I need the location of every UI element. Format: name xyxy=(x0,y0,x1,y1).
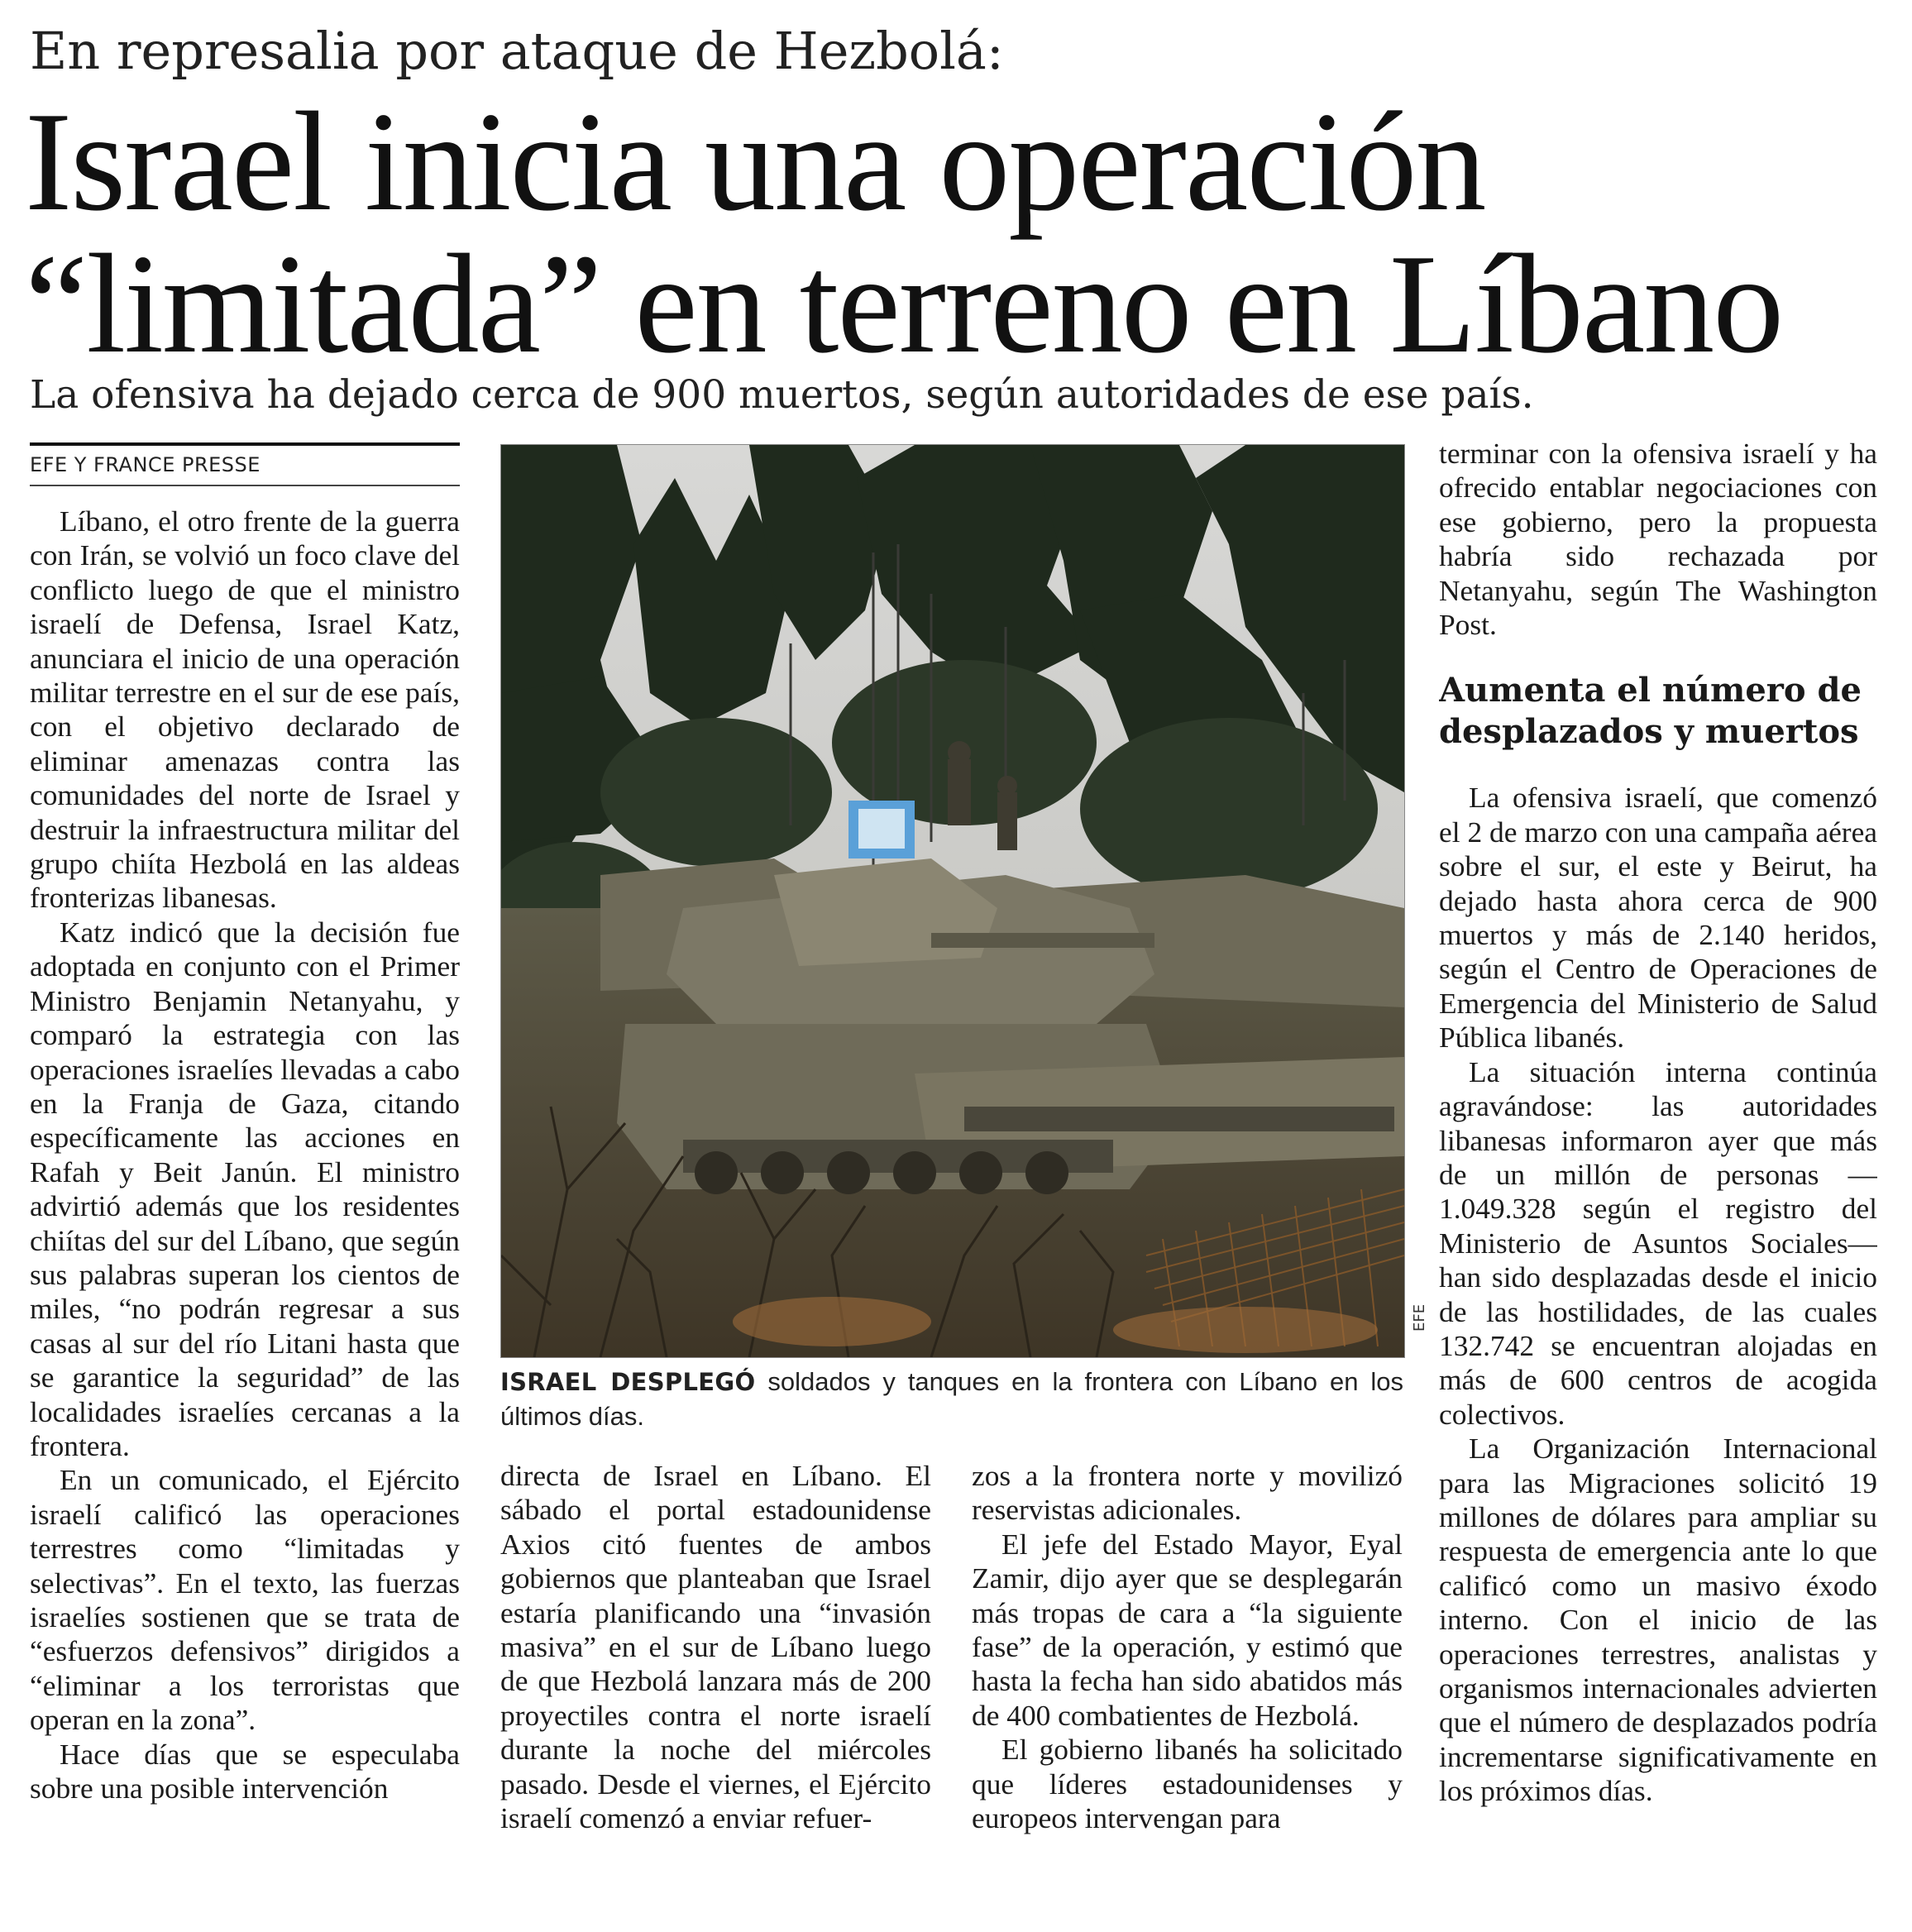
photo-caption xyxy=(500,1365,1403,1434)
byline: EFE Y FRANCE PRESSE xyxy=(30,453,261,476)
paragraph: El gobierno libanés ha solicitado que líderes estadounidenses y europeos intervengan para xyxy=(972,1733,1403,1835)
paragraph: En un comunicado, el Ejército israelí calificó las operaciones terrestres como “limitadas y selectivas”. En el texto, las fuerzas israelíes sostienen que se trata de “esfuerzos defensivos” dirigidos a “eliminar a los terroristas que operan en la zona”. xyxy=(30,1463,460,1737)
article-column-3 xyxy=(972,1459,1403,1930)
headline-line-1: Israel inicia una operación xyxy=(25,84,1485,241)
subheading: Aumenta el número de desplazados y muertos xyxy=(1439,671,1862,752)
paragraph: Katz indicó que la decisión fue adoptada en conjunto con el Primer Ministro Benjamin Netanyahu, y comparó la estrategia con las operaciones israelíes llevadas a cabo en la Franja de Gaza, citando específicamente las acciones en Rafah y Beit Janún. El ministro advirtió además que los residentes chiítas del sur del Líbano, que según sus palabras superan los cientos de miles, “no podrán regresar a sus casas al sur del río Litani hasta que se garantice la seguridad” de las localidades israelíes cercanas a la frontera. xyxy=(30,915,460,1462)
byline-rule-bottom xyxy=(30,485,460,486)
tanks-photo-illustration xyxy=(501,445,1404,1357)
headline-line-2: “limitada” en terreno en Líbano xyxy=(25,226,1783,383)
photo-credit: EFE xyxy=(1411,1303,1428,1332)
paragraph: El jefe del Estado Mayor, Eyal Zamir, dijo ayer que se desplegarán más tropas de cara a “la siguiente fase” de la operación, y estimó que hasta la fecha han sido abatidos más de 400 combatientes de Hezbolá. xyxy=(972,1527,1403,1732)
article-column-4 xyxy=(1439,437,1877,1925)
article-column-1 xyxy=(30,505,460,1927)
paragraph: La ofensiva israelí, que comenzó el 2 de marzo con una campaña aérea sobre el sur, el este y Beirut, ha dejado hasta ahora cerca de 900 muertos y más de 2.140 heridos, según el Centro de Operaciones de Emergencia del Ministerio de Salud Pública libanés. xyxy=(1439,781,1877,1054)
paragraph: La Organización Internacional para las Migraciones solicitó 19 millones de dólares para ampliar su respuesta de emergencia ante lo que calificó como un masivo éxodo interno. Con el inicio de las operaciones terrestres, analistas y organismos internacionales advierten que el número de desplazados podría incrementarse significativamente en los próximos días. xyxy=(1439,1432,1877,1808)
paragraph: terminar con la ofensiva israelí y ha ofrecido entablar negociaciones con ese gobierno, pero la propuesta habría sido rechazada por Netanyahu, según The Washington Post. xyxy=(1439,437,1877,642)
article-column-2 xyxy=(500,1459,931,1930)
caption-text: soldados y tanques en la frontera con Líbano en los últimos días. xyxy=(500,1367,1404,1431)
paragraph: directa de Israel en Líbano. El sábado el portal estadounidense Axios citó fuentes de ambos gobiernos que planteaban que Israel estaría planificando una “invasión masiva” en el sur de Líbano luego de que Hezbolá lanzara más de 200 proyectiles contra el norte israelí durante la noche del miércoles pasado. Desde el viernes, el Ejército israelí comenzó a enviar refuer- xyxy=(500,1459,931,1835)
deck: La ofensiva ha dejado cerca de 900 muertos, según autoridades de ese país. xyxy=(30,372,1534,418)
paragraph: La situación interna continúa agravándose: las autoridades libanesas informaron ayer que más de un millón de personas —1.049.328 según el registro del Ministerio de Asuntos Sociales— han sido desplazadas desde el inicio de las hostilidades, de las cuales 132.742 se encuentran alojadas en más de 600 centros de acogida colectivos. xyxy=(1439,1054,1877,1431)
paragraph: Hace días que se especulaba sobre una posible intervención xyxy=(30,1737,460,1805)
byline-rule-top xyxy=(30,442,460,446)
news-photo xyxy=(500,444,1405,1358)
headline xyxy=(25,84,1894,383)
kicker: En represalia por ataque de Hezbolá: xyxy=(30,21,1004,81)
caption-lead: ISRAEL DESPLEGÓ xyxy=(500,1368,756,1396)
paragraph: zos a la frontera norte y movilizó reservistas adicionales. xyxy=(972,1459,1403,1527)
paragraph: Líbano, el otro frente de la guerra con Irán, se volvió un foco clave del conflicto luego de que el ministro israelí de Defensa, Israel Katz, anunciara el inicio de una operación militar terrestre en el sur de ese país, con el objetivo declarado de eliminar amenazas contra las comunidades del norte de Israel y destruir la infraestructura militar del grupo chiíta Hezbolá en las aldeas fronterizas libanesas. xyxy=(30,505,460,915)
